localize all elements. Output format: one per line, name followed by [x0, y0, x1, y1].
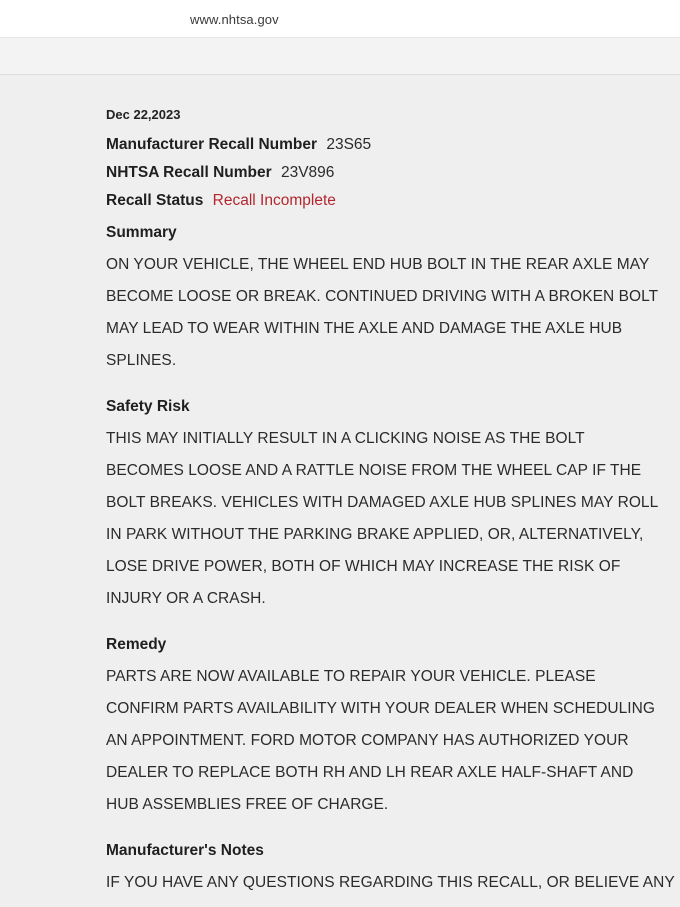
safety-risk-line: THIS MAY INITIALLY RESULT IN A CLICKING NOISE AS THE BOLT [106, 430, 585, 447]
nhtsa-recall-number-value: 23V896 [280, 164, 335, 181]
manufacturer-notes-title: Manufacturer's Notes [106, 842, 264, 859]
safety-risk-line: LOSE DRIVE POWER, BOTH OF WHICH MAY INCREASE THE RISK OF [106, 558, 621, 575]
remedy-line: CONFIRM PARTS AVAILABILITY WITH YOUR DEALER WHEN SCHEDULING [106, 700, 655, 717]
summary-section [106, 222, 659, 377]
manufacturer-notes-section [106, 840, 675, 899]
recall-detail [106, 105, 675, 899]
url-text[interactable]: www.nhtsa.gov [190, 12, 279, 27]
safety-risk-section [106, 396, 659, 615]
nhtsa-recall-number-label: NHTSA Recall Number [106, 164, 272, 181]
remedy-section [106, 634, 655, 821]
page-header-band [0, 38, 680, 75]
recall-status-row [106, 190, 651, 218]
summary-line: MAY LEAD TO WEAR WITHIN THE AXLE AND DAMAGE THE AXLE HUB [106, 320, 623, 337]
manufacturer-notes-line: IF YOU HAVE ANY QUESTIONS REGARDING THIS RECALL, OR BELIEVE ANY [106, 874, 675, 891]
summary-title: Summary [106, 224, 177, 241]
safety-risk-line: IN PARK WITHOUT THE PARKING BRAKE APPLIED, OR, ALTERNATIVELY, [106, 526, 644, 543]
nhtsa-recall-number-row [106, 162, 651, 190]
remedy-line: PARTS ARE NOW AVAILABLE TO REPAIR YOUR VEHICLE. PLEASE [106, 668, 596, 685]
recall-date: Dec 22,2023 [106, 107, 181, 122]
remedy-line: DEALER TO REPLACE BOTH RH AND LH REAR AXLE HALF-SHAFT AND [106, 764, 634, 781]
remedy-line: AN APPOINTMENT. FORD MOTOR COMPANY HAS AUTHORIZED YOUR [106, 732, 629, 749]
manufacturer-recall-number-label: Manufacturer Recall Number [106, 136, 318, 153]
remedy-text [106, 661, 655, 821]
browser-address-bar[interactable] [0, 0, 680, 38]
safety-risk-line: INJURY OR A CRASH. [106, 590, 266, 607]
summary-line: ON YOUR VEHICLE, THE WHEEL END HUB BOLT IN THE REAR AXLE MAY [106, 256, 650, 273]
safety-risk-line: BOLT BREAKS. VEHICLES WITH DAMAGED AXLE HUB SPLINES MAY ROLL [106, 494, 659, 511]
safety-risk-line: BECOMES LOOSE AND A RATTLE NOISE FROM THE WHEEL CAP IF THE [106, 462, 642, 479]
manufacturer-recall-number-value: 23S65 [326, 136, 372, 153]
safety-risk-text [106, 423, 659, 615]
summary-text [106, 249, 659, 377]
summary-line: BECOME LOOSE OR BREAK. CONTINUED DRIVING WITH A BROKEN BOLT [106, 288, 659, 305]
manufacturer-recall-number-row [106, 134, 651, 162]
remedy-title: Remedy [106, 636, 167, 653]
recall-status-label: Recall Status [106, 192, 204, 209]
recall-status-value: Recall Incomplete [212, 192, 336, 209]
summary-line: SPLINES. [106, 352, 177, 369]
manufacturer-notes-text [106, 867, 675, 899]
remedy-line: HUB ASSEMBLIES FREE OF CHARGE. [106, 796, 389, 813]
safety-risk-title: Safety Risk [106, 398, 190, 415]
